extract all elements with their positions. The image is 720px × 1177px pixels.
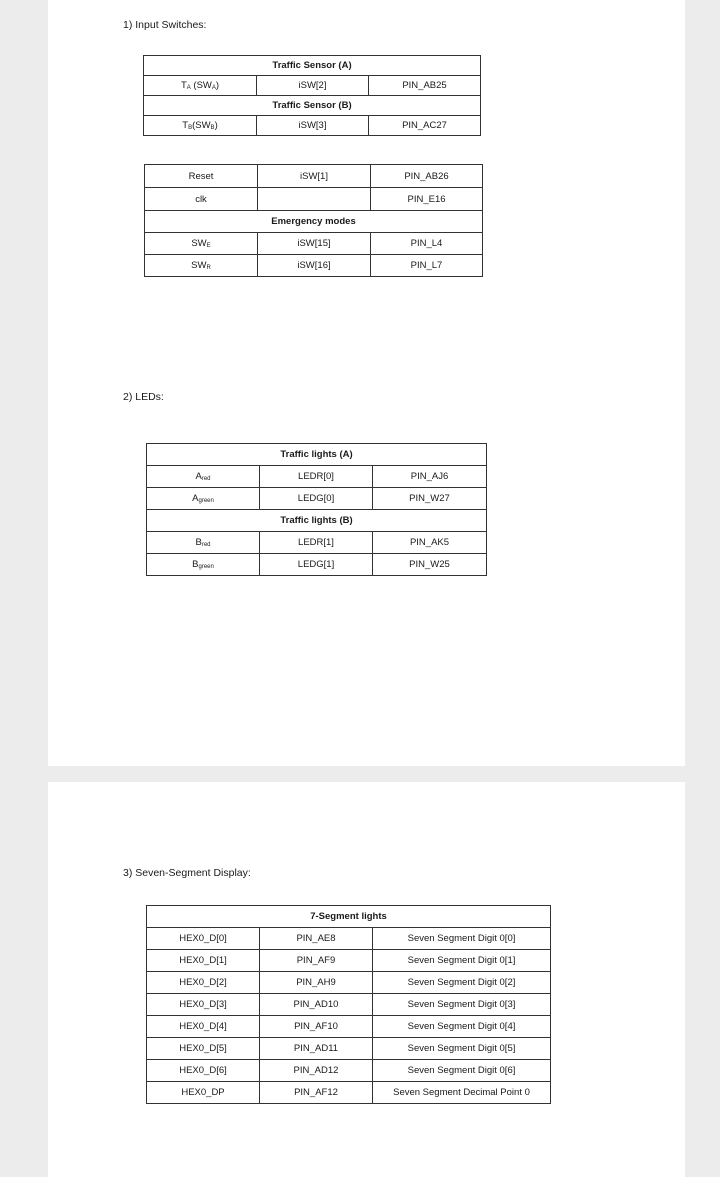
hex-signal: HEX0_D[0]	[147, 928, 260, 950]
table-row	[147, 1038, 551, 1060]
traffic-lights-b-title: Traffic lights (B)	[147, 510, 487, 532]
emergency-e-pin: PIN_L4	[371, 233, 483, 255]
table-row	[147, 994, 551, 1016]
hex-pin: PIN_AD10	[260, 994, 373, 1016]
table-row	[147, 972, 551, 994]
hex-signal: HEX0_D[6]	[147, 1060, 260, 1082]
hex-pin: PIN_AF9	[260, 950, 373, 972]
table-row	[144, 56, 481, 76]
table-row	[147, 1082, 551, 1104]
a-red-led: LEDR[0]	[260, 466, 373, 488]
b-red-led: LEDR[1]	[260, 532, 373, 554]
control-switches-table	[144, 164, 483, 277]
traffic-sensor-b-title: Traffic Sensor (B)	[144, 96, 481, 116]
hex-description: Seven Segment Digit 0[1]	[373, 950, 551, 972]
reset-pin: PIN_AB26	[371, 165, 483, 188]
traffic-lights-a-title: Traffic lights (A)	[147, 444, 487, 466]
hex-description: Seven Segment Digit 0[3]	[373, 994, 551, 1016]
hex-signal: HEX0_D[1]	[147, 950, 260, 972]
a-red-pin: PIN_AJ6	[373, 466, 487, 488]
sensor-a-label: $T_A$ $(SW_A)$	[144, 76, 257, 96]
b-red-label: $B_{red}$	[147, 532, 260, 554]
table-row	[147, 906, 551, 928]
table-row	[145, 165, 483, 188]
hex-description: Seven Segment Digit 0[6]	[373, 1060, 551, 1082]
hex-description: Seven Segment Digit 0[5]	[373, 1038, 551, 1060]
hex-pin: PIN_AD11	[260, 1038, 373, 1060]
table-row	[147, 1016, 551, 1038]
clk-label: clk	[145, 188, 258, 211]
table-row	[145, 211, 483, 233]
table-row	[144, 116, 481, 136]
table-row	[147, 444, 487, 466]
hex-pin: PIN_AE8	[260, 928, 373, 950]
table-row	[147, 928, 551, 950]
table-row	[147, 554, 487, 576]
hex-signal: HEX0_DP	[147, 1082, 260, 1104]
emergency-e-label: $SW_E$	[145, 233, 258, 255]
hex-description: Seven Segment Digit 0[2]	[373, 972, 551, 994]
table-row	[144, 76, 481, 96]
sensor-a-pin: PIN_AB25	[369, 76, 481, 96]
traffic-lights-table	[146, 443, 487, 576]
leds-heading: 2) LEDs:	[123, 391, 164, 403]
sensor-b-label: $T_B(SW_B)$	[144, 116, 257, 136]
reset-switch: iSW[1]	[258, 165, 371, 188]
emergency-r-label: $SW_R$	[145, 255, 258, 277]
table-row	[147, 510, 487, 532]
seven-segment-heading: 3) Seven-Segment Display:	[123, 867, 251, 879]
hex-description: Seven Segment Decimal Point 0	[373, 1082, 551, 1104]
hex-signal: HEX0_D[3]	[147, 994, 260, 1016]
sensor-b-pin: PIN_AC27	[369, 116, 481, 136]
traffic-sensor-table	[143, 55, 481, 136]
emergency-r-switch: iSW[16]	[258, 255, 371, 277]
hex-signal: HEX0_D[4]	[147, 1016, 260, 1038]
reset-label: Reset	[145, 165, 258, 188]
b-green-pin: PIN_W25	[373, 554, 487, 576]
clk-switch	[258, 188, 371, 211]
hex-signal: HEX0_D[2]	[147, 972, 260, 994]
clk-pin: PIN_E16	[371, 188, 483, 211]
table-row	[145, 188, 483, 211]
a-green-pin: PIN_W27	[373, 488, 487, 510]
document-page-1	[48, 0, 685, 766]
seven-segment-title: 7-Segment lights	[147, 906, 551, 928]
table-row	[144, 96, 481, 116]
sensor-a-switch: iSW[2]	[257, 76, 369, 96]
emergency-modes-title: Emergency modes	[145, 211, 483, 233]
b-green-label: $B_{green}$	[147, 554, 260, 576]
table-row	[147, 466, 487, 488]
hex-signal: HEX0_D[5]	[147, 1038, 260, 1060]
hex-description: Seven Segment Digit 0[0]	[373, 928, 551, 950]
hex-pin: PIN_AF12	[260, 1082, 373, 1104]
table-row	[147, 1060, 551, 1082]
table-row	[145, 255, 483, 277]
document-page-2	[48, 782, 685, 1177]
hex-pin: PIN_AF10	[260, 1016, 373, 1038]
hex-pin: PIN_AH9	[260, 972, 373, 994]
traffic-sensor-a-title: Traffic Sensor (A)	[144, 56, 481, 76]
emergency-e-switch: iSW[15]	[258, 233, 371, 255]
b-green-led: LEDG[1]	[260, 554, 373, 576]
b-red-pin: PIN_AK5	[373, 532, 487, 554]
table-row	[147, 950, 551, 972]
a-green-label: $A_{green}$	[147, 488, 260, 510]
hex-description: Seven Segment Digit 0[4]	[373, 1016, 551, 1038]
table-row	[147, 488, 487, 510]
table-row	[145, 233, 483, 255]
table-row	[147, 532, 487, 554]
seven-segment-table	[146, 905, 551, 1104]
emergency-r-pin: PIN_L7	[371, 255, 483, 277]
a-green-led: LEDG[0]	[260, 488, 373, 510]
input-switches-heading: 1) Input Switches:	[123, 19, 207, 31]
hex-pin: PIN_AD12	[260, 1060, 373, 1082]
sensor-b-switch: iSW[3]	[257, 116, 369, 136]
a-red-label: $A_{red}$	[147, 466, 260, 488]
